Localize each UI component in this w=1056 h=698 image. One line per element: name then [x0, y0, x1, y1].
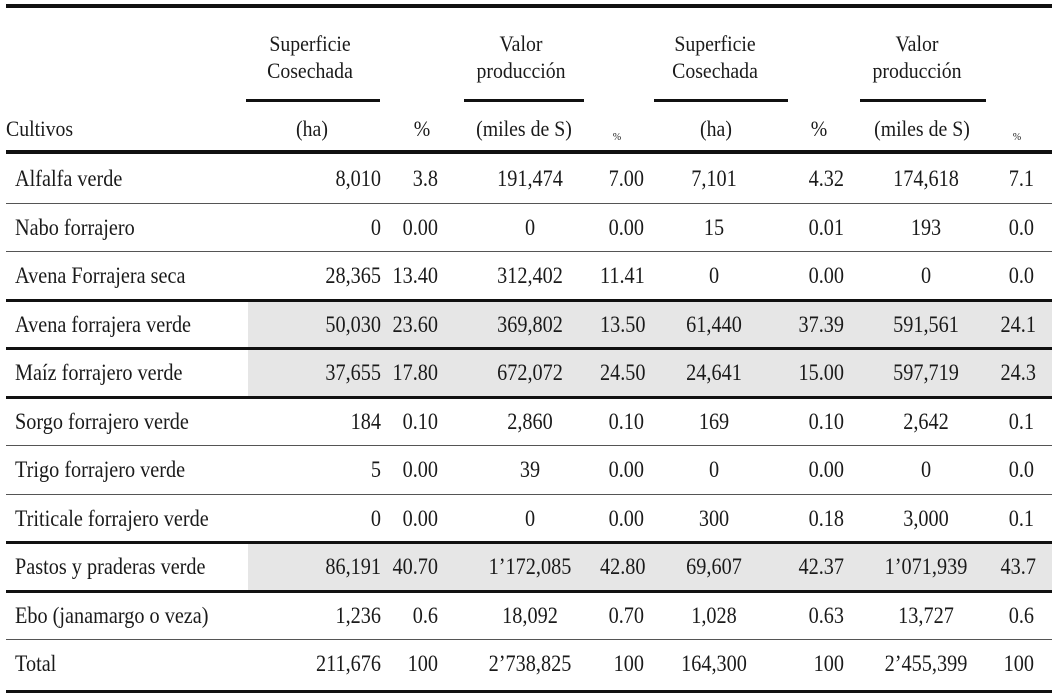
- table-row: [6, 204, 1052, 252]
- cell-val2: 3,000: [903, 505, 949, 531]
- cell-pctv2: 100: [1003, 651, 1034, 676]
- row-divider: [6, 347, 1052, 350]
- header-underline-valor-1: [464, 99, 584, 102]
- header-superficie-1: Superficie Cosechada: [267, 31, 353, 83]
- cell-val2: 0: [920, 263, 932, 288]
- cell-pct1: 0.00: [402, 505, 438, 531]
- header-underline-superficie-1: [246, 99, 380, 102]
- cell-val1: 2’738,825: [488, 651, 572, 676]
- cell-pctv1: 7.00: [608, 166, 644, 191]
- table-top-rule: [6, 4, 1052, 8]
- cell-sup2: 24,641: [686, 360, 742, 385]
- cell-val1: 672,072: [497, 360, 563, 385]
- cell-cultivo: Alfalfa verde: [15, 166, 123, 191]
- row-divider: [6, 590, 1052, 593]
- cell-pctv2: 7.1: [1008, 166, 1034, 191]
- header-underline-superficie-2: [654, 99, 788, 102]
- cell-pct2: 0.18: [808, 505, 844, 531]
- cell-sup1: 5: [370, 457, 381, 482]
- cell-pctv1: 42.80: [600, 554, 646, 579]
- cell-pctv2: 43.7: [1000, 554, 1036, 579]
- unit-pct-1: %: [413, 116, 431, 141]
- cell-sup1: 50,030: [325, 311, 381, 337]
- table-row: [6, 155, 1052, 203]
- unit-ha-2: (ha): [700, 116, 732, 141]
- row-divider: [6, 203, 1052, 204]
- row-divider: [6, 251, 1052, 252]
- unit-pct-2: %: [810, 116, 828, 141]
- cell-cultivo: Pastos y praderas verde: [15, 554, 206, 579]
- table-row: [6, 252, 1052, 300]
- cell-pct2: 0.01: [808, 214, 844, 240]
- cell-cultivo: Triticale forrajero verde: [15, 505, 209, 531]
- cell-sup2: 300: [698, 505, 730, 531]
- row-divider: [6, 541, 1052, 544]
- cell-pct1: 100: [407, 651, 438, 676]
- table-row: [6, 398, 1052, 446]
- table-row: [6, 640, 1052, 688]
- cell-pct2: 15.00: [798, 360, 844, 385]
- unit-miles-2: (miles de S): [874, 116, 970, 141]
- cell-sup2: 1,028: [691, 602, 737, 628]
- table-row: [6, 543, 1052, 591]
- row-divider: [6, 299, 1052, 302]
- cell-pctv1: 0.00: [608, 214, 644, 240]
- cell-sup2: 61,440: [686, 311, 742, 337]
- row-divider: [6, 639, 1052, 640]
- cell-sup2: 0: [708, 457, 720, 482]
- cell-cultivo: Ebo (janamargo o veza): [15, 602, 209, 628]
- cell-pctv1: 11.41: [600, 263, 645, 288]
- header-underline-valor-2: [860, 99, 986, 102]
- cell-sup2: 0: [708, 263, 720, 288]
- cell-val2: 591,561: [893, 311, 959, 337]
- header-valor-2: Valor producción: [872, 31, 962, 83]
- cell-val2: 174,618: [893, 166, 959, 191]
- cell-pct2: 0.00: [808, 263, 844, 288]
- cell-sup1: 184: [350, 408, 381, 434]
- row-divider: [6, 445, 1052, 446]
- cell-val1: 2,860: [507, 408, 553, 434]
- unit-pct-val-1: %: [612, 131, 622, 143]
- cell-pctv1: 0.10: [608, 408, 644, 434]
- cell-sup2: 7,101: [691, 166, 737, 191]
- cell-pct1: 40.70: [392, 554, 438, 579]
- cell-pct1: 3.8: [412, 166, 438, 191]
- cell-pct2: 0.10: [808, 408, 844, 434]
- cell-sup2: 69,607: [686, 554, 742, 579]
- unit-ha-1: (ha): [296, 116, 328, 141]
- cell-val1: 191,474: [497, 166, 563, 191]
- cell-cultivo: Maíz forrajero verde: [15, 360, 183, 385]
- table-row: [6, 592, 1052, 640]
- cell-sup1: 0: [370, 505, 381, 531]
- cell-sup1: 37,655: [325, 360, 381, 385]
- cell-pctv2: 0.6: [1008, 602, 1034, 628]
- header-cultivos: Cultivos: [6, 116, 74, 141]
- cell-val1: 0: [524, 505, 536, 531]
- cell-pctv1: 24.50: [600, 360, 646, 385]
- cell-pctv2: 0.0: [1008, 214, 1034, 240]
- header-valor-1: Valor producción: [476, 31, 566, 83]
- row-divider: [6, 494, 1052, 495]
- cell-sup1: 1,236: [335, 602, 381, 628]
- cell-pctv1: 0.00: [608, 505, 644, 531]
- cell-pct2: 42.37: [798, 554, 844, 579]
- table-row: [6, 349, 1052, 397]
- cell-pct2: 0.00: [808, 457, 844, 482]
- cell-sup1: 211,676: [315, 651, 381, 676]
- cell-pctv2: 24.3: [1000, 360, 1036, 385]
- cell-cultivo: Nabo forrajero: [15, 214, 135, 240]
- cell-sup2: 15: [703, 214, 725, 240]
- cell-pctv1: 100: [613, 651, 644, 676]
- cell-cultivo: Avena Forrajera seca: [15, 263, 186, 288]
- cell-pctv1: 0.70: [608, 602, 644, 628]
- cell-pct1: 0.6: [412, 602, 438, 628]
- cell-val1: 0: [524, 214, 536, 240]
- cell-pct1: 0.00: [402, 214, 438, 240]
- table-row: [6, 446, 1052, 494]
- cell-cultivo: Total: [15, 651, 57, 676]
- cell-pctv1: 0.00: [608, 457, 644, 482]
- cell-val2: 597,719: [893, 360, 959, 385]
- cell-val1: 39: [519, 457, 541, 482]
- cell-val2: 2,642: [903, 408, 949, 434]
- cell-cultivo: Sorgo forrajero verde: [15, 408, 189, 434]
- cell-cultivo: Avena forrajera verde: [15, 311, 192, 337]
- header-superficie-2: Superficie Cosechada: [672, 31, 758, 83]
- cell-pct2: 100: [813, 651, 844, 676]
- cell-pct1: 23.60: [392, 311, 438, 337]
- row-divider: [6, 396, 1052, 399]
- unit-miles-1: (miles de S): [476, 116, 572, 141]
- cell-pct1: 13.40: [392, 263, 438, 288]
- header-bottom-rule: [6, 150, 1052, 154]
- cell-pctv1: 13.50: [600, 311, 646, 337]
- cell-pct2: 4.32: [808, 166, 844, 191]
- cell-sup1: 86,191: [325, 554, 381, 579]
- cell-val2: 2’455,399: [884, 651, 968, 676]
- table-row: [6, 301, 1052, 349]
- cell-sup1: 28,365: [325, 263, 381, 288]
- cell-sup1: 0: [370, 214, 381, 240]
- cell-val1: 18,092: [502, 602, 558, 628]
- cell-pct2: 0.63: [808, 602, 844, 628]
- cell-pctv2: 0.0: [1008, 457, 1034, 482]
- cell-val2: 0: [920, 457, 932, 482]
- cell-val1: 369,802: [497, 311, 563, 337]
- cell-cultivo: Trigo forrajero verde: [15, 457, 186, 482]
- table-row: [6, 495, 1052, 543]
- cell-val2: 193: [910, 214, 942, 240]
- cell-pctv2: 0.1: [1008, 505, 1034, 531]
- unit-pct-val-2: %: [1012, 131, 1022, 143]
- cell-pct1: 0.00: [402, 457, 438, 482]
- cell-sup2: 169: [698, 408, 730, 434]
- cell-val2: 13,727: [898, 602, 954, 628]
- cell-pct1: 0.10: [402, 408, 438, 434]
- table-bottom-rule: [6, 690, 1052, 693]
- cell-val2: 1’071,939: [884, 554, 968, 579]
- cell-pctv2: 24.1: [1000, 311, 1036, 337]
- cell-sup2: 164,300: [681, 651, 747, 676]
- cell-pctv2: 0.1: [1008, 408, 1034, 434]
- cell-sup1: 8,010: [335, 166, 381, 191]
- cell-pct1: 17.80: [392, 360, 438, 385]
- cell-pctv2: 0.0: [1008, 263, 1034, 288]
- cell-val1: 312,402: [497, 263, 563, 288]
- cell-pct2: 37.39: [798, 311, 844, 337]
- cell-val1: 1’172,085: [488, 554, 572, 579]
